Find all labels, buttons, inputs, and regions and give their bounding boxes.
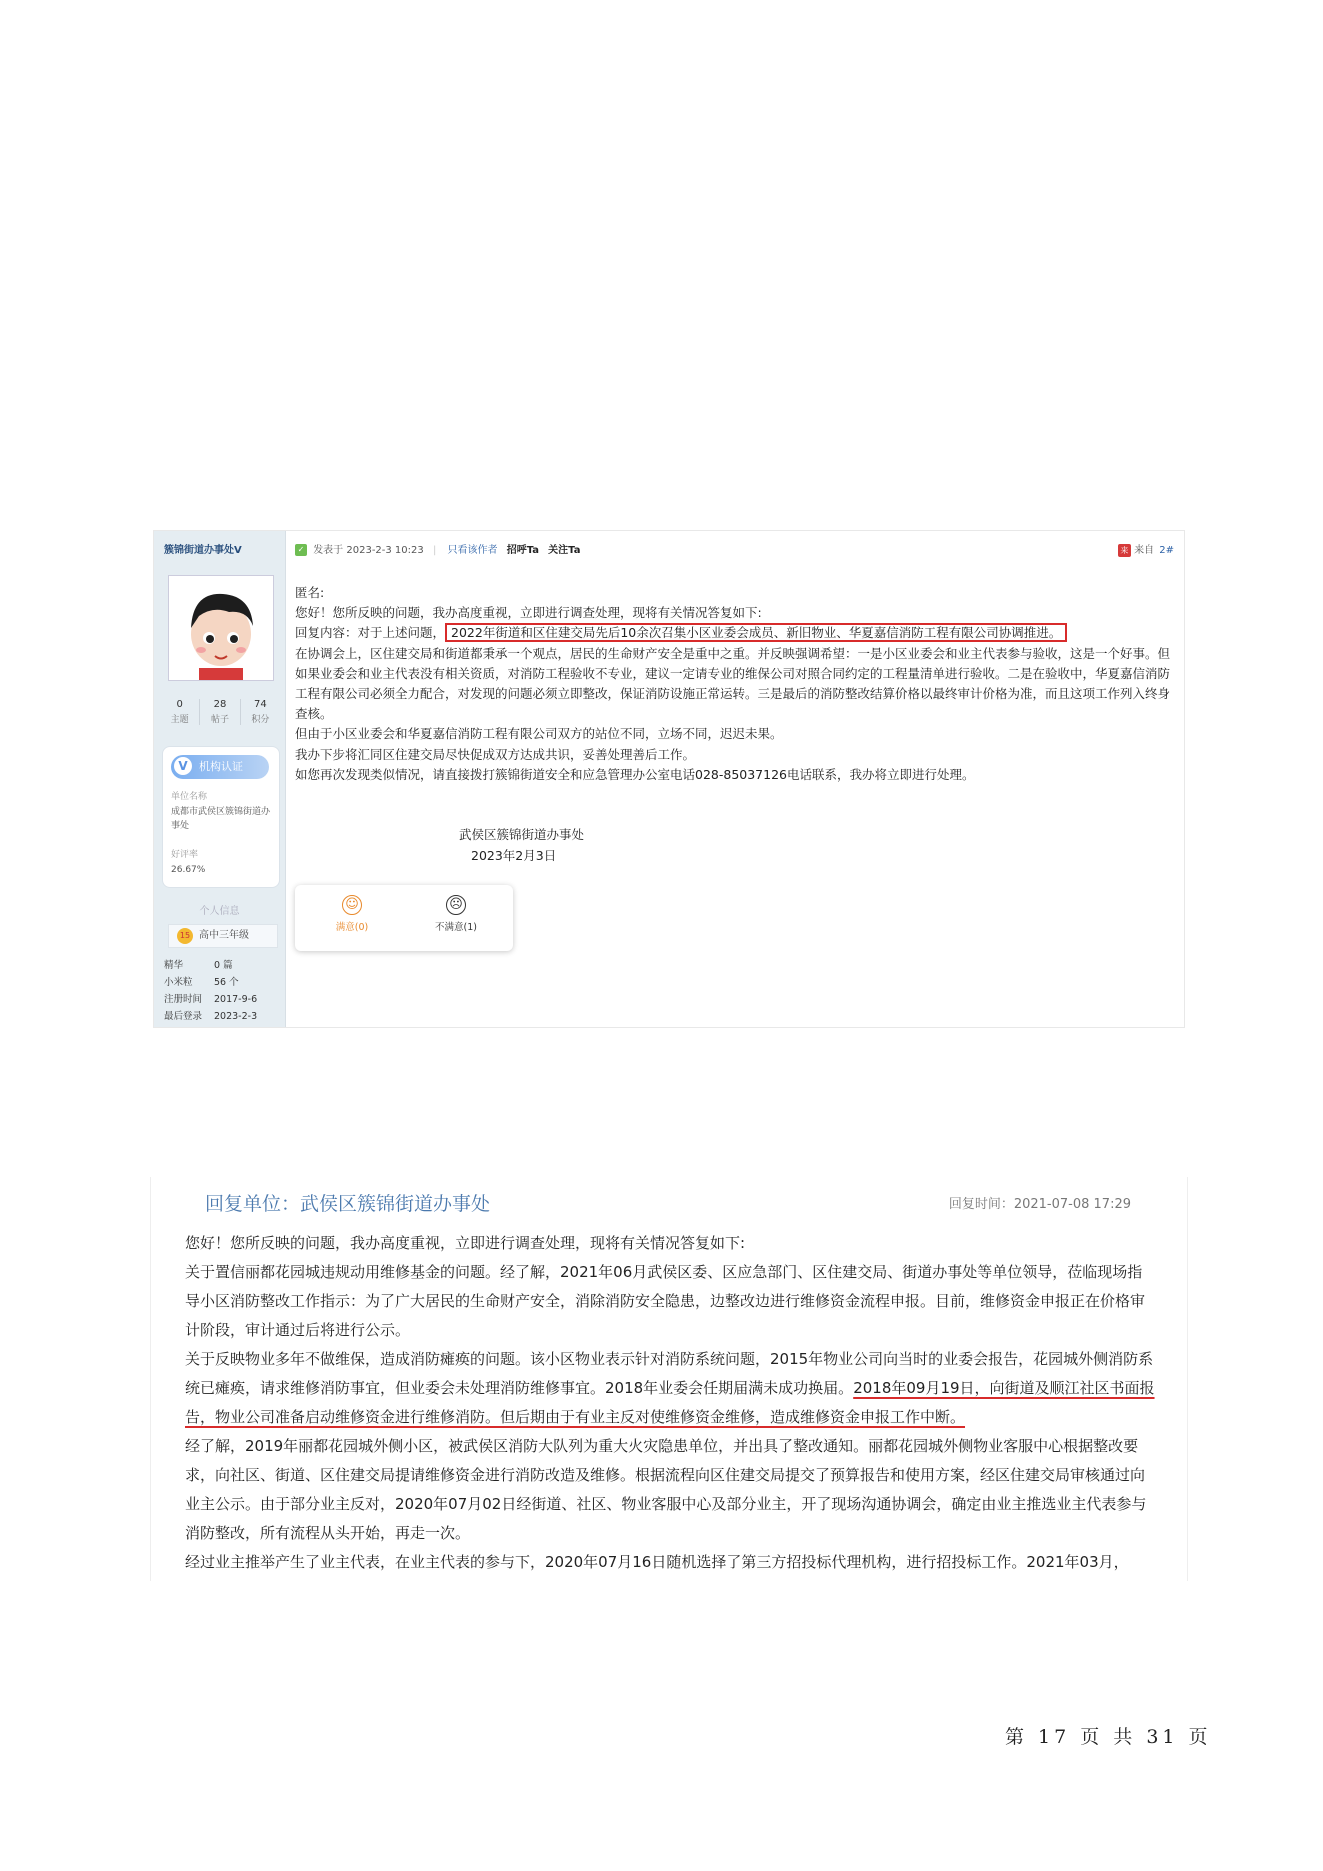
- author-stats: [160, 699, 280, 725]
- reply-time: 回复时间：2021-07-08 17:29: [948, 1197, 1131, 1212]
- reply-line: 经过业主推举产生了业主代表，在业主代表的参与下，2020年07月16日随机选择了第三方招投标代理机构，进行招投标工作。2021年03月，: [185, 1553, 1129, 1571]
- smile-icon: ☺: [342, 895, 362, 915]
- author-name[interactable]: 簇锦街道办事处V: [164, 545, 242, 556]
- meta-row: 小米粒 56 个: [164, 977, 239, 988]
- avatar[interactable]: [168, 575, 274, 681]
- post-signature: [459, 824, 584, 866]
- reply-line: 关于置信丽都花园城违规动用维修基金的问题。经了解，2021年06月武侯区委、区应急部门、区住建交局、街道办事处等单位领导，莅临现场指导小区消防整改工作指示：为了广大居民的生命财产安全，消除消防安全隐患，边整改边进行维修资金流程申报。目前，维修资金申报正在价格审计阶段，审计通过后将进行公示。: [185, 1263, 1146, 1339]
- highlight-box: 2022年街道和区住建交局先后10余次召集小区业委会成员、新旧物业、华夏嘉信消防工程有限公司协调推进。: [445, 623, 1067, 642]
- reply-unit: 回复单位：武侯区簇锦街道办事处: [205, 1193, 491, 1215]
- rating-panel: [295, 885, 513, 951]
- unit-label: 单位名称: [171, 792, 208, 802]
- verified-icon: V: [174, 757, 192, 775]
- unsatisfied-button[interactable]: ☹ 不满意(1): [435, 897, 477, 933]
- author-meta: [164, 957, 257, 1025]
- stat-topics[interactable]: 0 主题: [160, 699, 200, 725]
- reply-screenshot: [150, 1177, 1188, 1581]
- floor-info: 来 来自 2#: [1118, 541, 1174, 557]
- stat-posts[interactable]: 28 帖子: [200, 699, 240, 725]
- grade-medal-icon: 15: [177, 928, 193, 944]
- cert-badge: V 机构认证: [171, 755, 269, 779]
- meta-row: 注册时间 2017-9-6: [164, 994, 258, 1005]
- author-sidebar: [154, 531, 286, 1027]
- reply-line: 经了解，2019年丽都花园城外侧小区，被武侯区消防大队列为重大火灾隐患单位，并出具了整改通知。丽都花园城外侧物业客服中心根据整改要求，向社区、街道、区住建交局提请维修资金进行消防改造及维修。根据流程向区住建交局提交了预算报告和使用方案，经区住建交局审核通过向业主公示。由于部分业主反对，2020年07月02日经街道、社区、物业客服中心及部分业主，开了现场沟通协调会，确定由业主推选业主代表参与消防整改，所有流程从头开始，再走一次。: [185, 1437, 1147, 1542]
- post-line: 但由于小区业委会和华夏嘉信消防工程有限公司双方的站位不同，立场不同，迟迟未果。: [295, 726, 783, 742]
- frown-icon: ☹: [446, 895, 466, 915]
- follow-link[interactable]: 关注Ta: [548, 545, 581, 556]
- meta-row: 精华 0 篇: [164, 960, 233, 971]
- personal-info-title: 个人信息: [199, 906, 240, 917]
- unit-value: 成都市武侯区簇锦街道办事处: [171, 807, 271, 831]
- page-number: 第 17 页 共 31 页: [1005, 1726, 1212, 1748]
- only-author-link[interactable]: 只看该作者: [447, 545, 498, 556]
- post-line: 在协调会上，区住建交局和街道都秉承一个观点，居民的生命财产安全是重中之重。并反映强调希望：一是小区业委会和业主代表参与验收，这是一个好事。但如果业委会和业主代表没有相关资质，对消防工程验收不专业，建议一定请专业的维保公司对照合同约定的工程量清单进行验收。二是在验收中，华夏嘉信消防工程有限公司必须全力配合，对发现的问题必须立即整改，保证消防设施正常运转。三是最后的消防整改结算价格以最终审计价格为准，而且这项工作列入终身查核。: [295, 645, 1171, 722]
- post-time: 发表于 2023-2-3 10:23: [313, 545, 424, 556]
- reply-line: 您好！您所反映的问题，我办高度重视，立即进行调查处理，现将有关情况答复如下:: [185, 1234, 746, 1252]
- forum-post-screenshot: [153, 530, 1185, 1028]
- meta-row: 最后登录 2023-2-3: [164, 1011, 258, 1022]
- signature-org: 武侯区簇锦街道办事处: [459, 827, 585, 842]
- rating-label: 好评率: [171, 850, 199, 860]
- signature-date: 2023年2月3日: [471, 848, 557, 863]
- post-status-icon: ✓: [295, 544, 307, 556]
- post-line: 您好！您所反映的问题，我办高度重视，立即进行调查处理，现将有关情况答复如下:: [295, 605, 762, 621]
- post-line: 匿名:: [295, 585, 325, 600]
- red-underline-highlight: 2018年09月19日，向街道及顺江社区书面报告，物业公司准备启动维修资金进行维修消防。但后期由于有业主反对使维修资金维修，造成维修资金申报工作中断。: [185, 1379, 1155, 1426]
- post-body: [295, 583, 1174, 785]
- reply-body: [185, 1229, 1155, 1577]
- avatar-image: [169, 576, 273, 680]
- post-line: 如您再次发现类似情况，请直接拨打簇锦街道安全和应急管理办公室电话028-85037126电话联系，我办将立即进行处理。: [295, 766, 975, 782]
- reply-line: 关于反映物业多年不做维保，造成消防瘫痪的问题。该小区物业表示针对消防系统问题，2015年物业公司向当时的业委会报告，花园城外侧消防系统已瘫痪，请求维修消防事宜，但业委会未处理消防维修事宜。2018年业委会任期届满未成功换届。2018年09月19日，向街道及顺江社区书面报告，物业公司准备启动维修资金进行维修消防。但后期由于有业主反对使维修资金维修，造成维修资金申报工作中断。: [185, 1350, 1155, 1426]
- source-icon: 来: [1118, 544, 1131, 557]
- post-header: ✓ 发表于 2023-2-3 10:23 | 只看该作者 招呼Ta 关注Ta 来 来自 2#: [295, 541, 1174, 557]
- greet-link[interactable]: 招呼Ta: [506, 545, 539, 556]
- user-grade: 15 高中三年级: [168, 924, 278, 948]
- satisfied-button[interactable]: ☺ 满意(0): [335, 897, 369, 933]
- stat-points[interactable]: 74 积分: [251, 699, 270, 725]
- floor-number[interactable]: 2#: [1159, 545, 1174, 556]
- certification-card: [162, 746, 280, 888]
- post-line: 回复内容：对于上述问题， 2022年街道和区住建交局先后10余次召集小区业委会成员、新旧物业、华夏嘉信消防工程有限公司协调推进。: [295, 623, 1174, 643]
- rating-value: 26.67%: [171, 865, 206, 875]
- post-line: 我办下步将汇同区住建交局尽快促成双方达成共识，妥善处理善后工作。: [295, 746, 696, 762]
